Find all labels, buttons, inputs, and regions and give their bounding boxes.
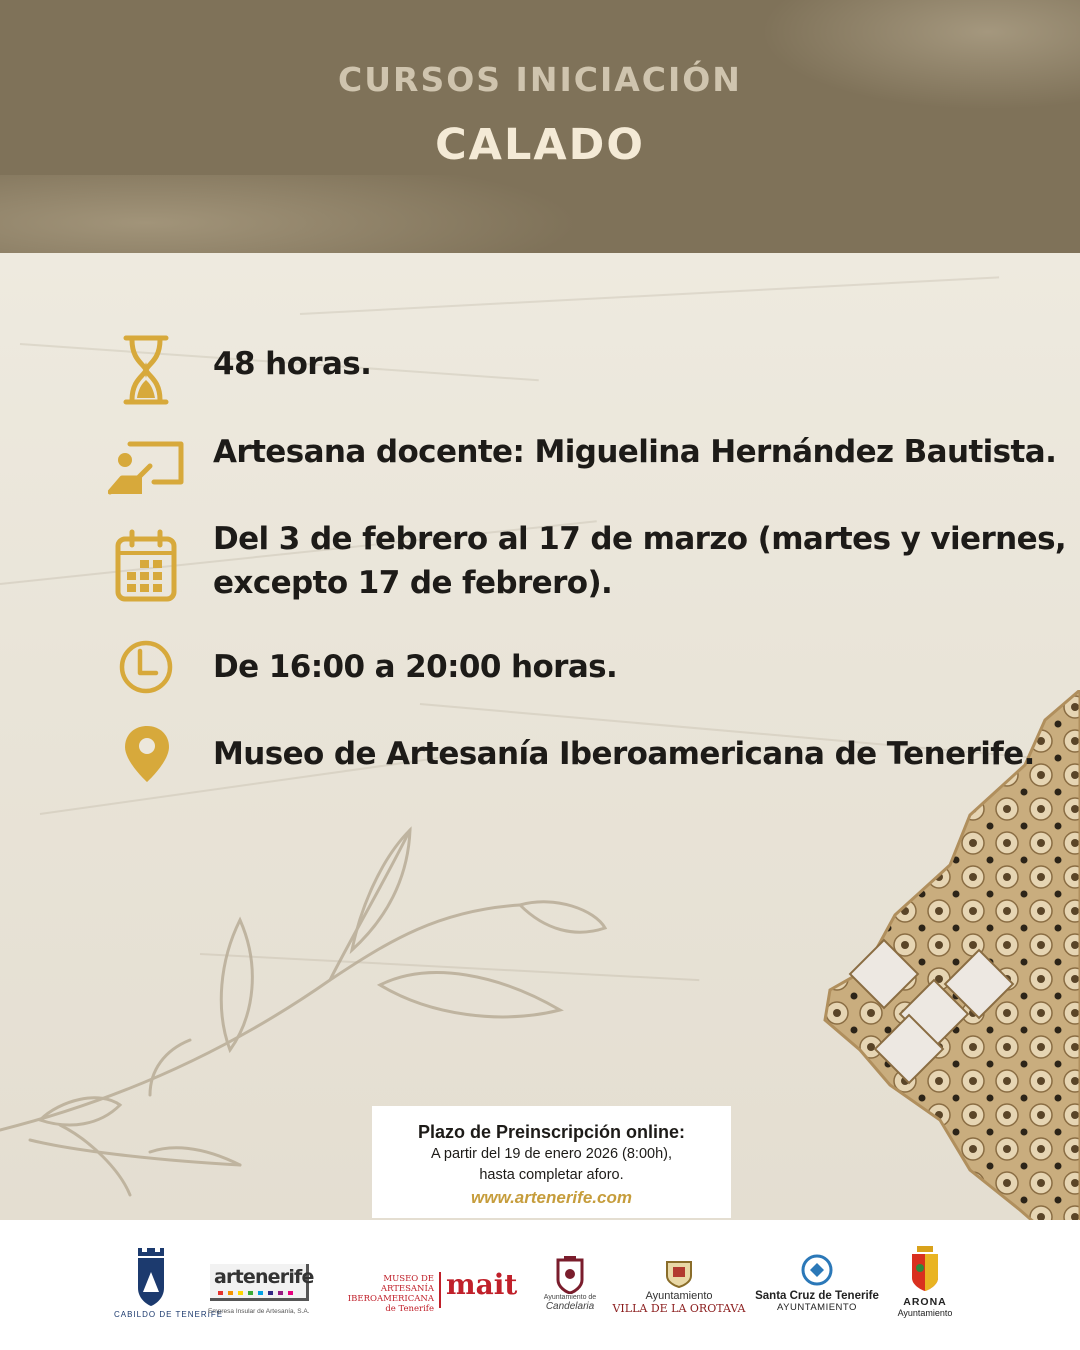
info-row-dates xyxy=(108,515,1067,605)
clock-icon xyxy=(116,637,176,697)
logo-cabildo-tenerife xyxy=(114,1242,224,1324)
registration-start: A partir del 19 de enero 2026 (8:00h), xyxy=(430,1146,673,1162)
orotava-line2: VILLA DE LA OROTAVA xyxy=(612,1302,746,1315)
header-texture xyxy=(0,175,580,253)
dates-text-line1: Del 3 de febrero al 17 de marzo (martes y viernes, xyxy=(213,521,1067,557)
info-row-location xyxy=(108,730,1038,780)
website-link[interactable]: www.artenerife.com xyxy=(471,1188,632,1207)
duration-text: 48 horas. xyxy=(213,346,372,382)
location-pin-icon xyxy=(122,724,172,784)
registration-box xyxy=(372,1106,731,1218)
logo-mait-museo xyxy=(330,1268,520,1316)
registration-limit: hasta completar aforo. xyxy=(479,1167,624,1183)
dates-text-line2: excepto 17 de febrero). xyxy=(213,565,613,601)
logo-arona xyxy=(890,1244,960,1334)
museo-line3: de Tenerife xyxy=(385,1304,434,1314)
artenerife-wordmark: artenerife xyxy=(214,1266,314,1288)
arona-line1: ARONA xyxy=(903,1296,947,1308)
registration-title: Plazo de Preinscripción online: xyxy=(417,1122,686,1142)
marble-vein xyxy=(300,276,999,315)
sponsor-logos-bar xyxy=(0,1220,1080,1350)
logo-santa-cruz xyxy=(752,1254,882,1330)
candelaria-line1: Ayuntamiento de xyxy=(543,1294,597,1301)
header-band xyxy=(0,0,1080,253)
orotava-line1: Ayuntamiento xyxy=(645,1290,713,1302)
artenerife-color-dots xyxy=(218,1290,298,1296)
candelaria-shield-icon xyxy=(554,1254,586,1294)
museo-line2: IBEROAMERICANA xyxy=(347,1294,434,1304)
arona-shield-icon xyxy=(908,1244,942,1292)
hourglass-icon xyxy=(108,332,184,408)
teacher-board-icon xyxy=(108,430,184,506)
mait-wordmark: mait xyxy=(446,1268,518,1301)
logo-artenerife xyxy=(208,1260,312,1324)
info-row-schedule xyxy=(108,643,1038,693)
artenerife-subtitle: Empresa Insular de Artesanía, S.A. xyxy=(208,1308,310,1315)
candelaria-line2: Candelaria xyxy=(545,1301,595,1312)
schedule-text: De 16:00 a 20:00 horas. xyxy=(213,649,618,685)
teacher-text: Artesana docente: Miguelina Hernández Bautista. xyxy=(213,434,1057,470)
museo-line1: MUSEO DE ARTESANÍA xyxy=(380,1274,434,1294)
logo-orotava xyxy=(606,1258,752,1328)
location-text: Museo de Artesanía Iberoamericana de Tenerife. xyxy=(213,736,1035,772)
santa-cruz-line2: AYUNTAMIENTO xyxy=(777,1302,857,1313)
santa-cruz-emblem-icon xyxy=(801,1254,833,1286)
arona-line2: Ayuntamiento xyxy=(897,1308,953,1318)
orotava-crest-icon xyxy=(663,1258,695,1288)
calendar-icon xyxy=(108,529,184,605)
info-row-duration xyxy=(108,340,1038,390)
cabildo-label: CABILDO DE TENERIFE xyxy=(114,1310,224,1319)
santa-cruz-line1: Santa Cruz de Tenerife xyxy=(755,1290,879,1302)
course-title: CALADO xyxy=(435,120,645,170)
info-row-teacher xyxy=(108,428,1057,478)
course-type: CURSOS INICIACIÓN xyxy=(338,60,742,99)
logo-candelaria xyxy=(538,1254,602,1334)
